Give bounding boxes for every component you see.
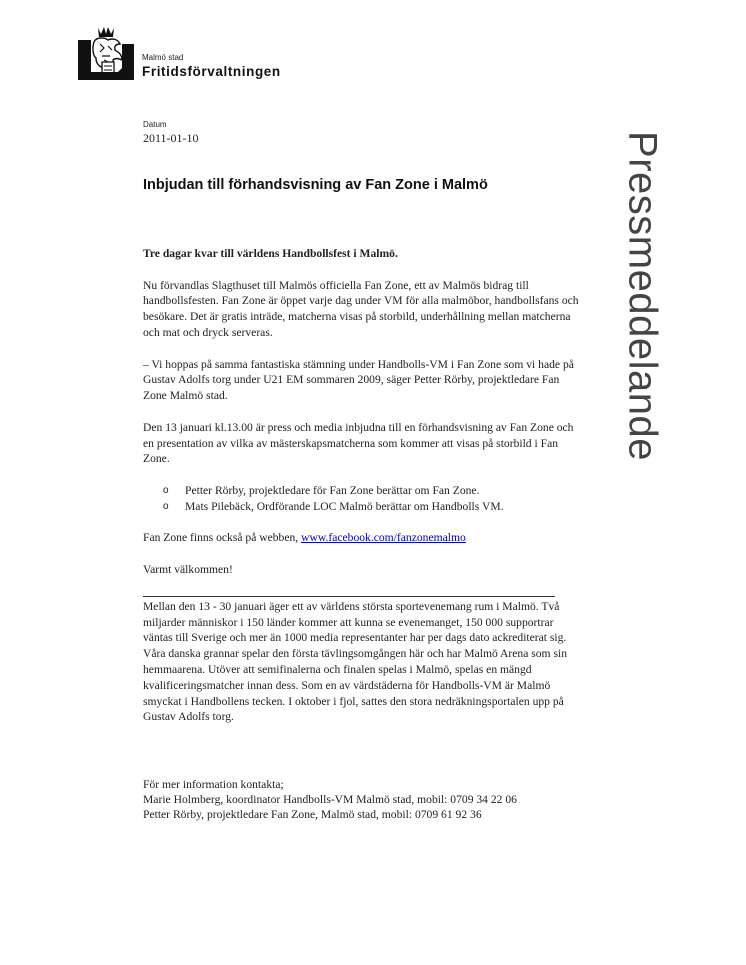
contact-line: Petter Rörby, projektledare Fan Zone, Malmö stad, mobil: 0709 61 92 36 — [143, 808, 482, 821]
info-paragraph-2: Våra danska grannar spelar den första tävlingsomgången här och har Malmö Arena som sin hemmaarena. Utöver att semifinalerna och finalen spelas i Malmö, spelas en mängd kvalificeringsmatcher innan dess. Som en av värdstäderna för Handbolls-VM är Malmö smyckat i Handbollens tecken. I oktober i fjol, sattes den stora nedräkningsportalen upp på Gustav Adolfs torg. — [143, 647, 568, 724]
contact-heading: För mer information kontakta; — [143, 778, 284, 791]
paragraph-3: Den 13 januari kl.13.00 är press och media inbjudna till en förhandsvisning av Fan Zone och en presentation av vilka av mästerskapsmatcherna som kommer att visas på storbild i Fan Zone. — [143, 420, 574, 466]
info-paragraph-1: Mellan den 13 - 30 januari äger ett av världens största sportevenemang rum i Malmö. Två miljarder människor i 150 länder kommer att kunna se evenemanget, 150 000 supportrar väntas till Sverige och mer än 1000 media representanter har per dags dato ackrediterat sig. — [143, 599, 567, 645]
date-value: 2011-01-10 — [143, 131, 199, 145]
circle-bullet-icon: o — [163, 484, 169, 496]
contact-block — [143, 777, 517, 822]
welcome-text: Varmt välkommen! — [143, 562, 233, 576]
org-city: Malmö stad — [142, 53, 184, 62]
side-label-text: Pressmeddelande — [620, 131, 665, 461]
speaker-list — [143, 483, 583, 515]
list-item — [163, 499, 583, 515]
lead-paragraph: Tre dagar kvar till världens Handbollsfest i Malmö. — [143, 247, 398, 260]
side-label — [612, 96, 672, 496]
list-item — [163, 483, 583, 499]
web-paragraph — [143, 530, 583, 546]
page-title: Inbjudan till förhandsvisning av Fan Zone i Malmö — [143, 177, 488, 193]
org-department: Fritidsförvaltningen — [142, 64, 281, 79]
press-release-body — [143, 246, 583, 725]
web-prefix: Fan Zone finns också på webben, — [143, 531, 302, 545]
paragraph-2: – Vi hoppas på samma fantastiska stämning under Handbolls-VM i Fan Zone som vi hade på Gustav Adolfs torg under U21 EM sommaren 2009, säger Petter Rörby, projektledare Fan Zone Malmö stad. — [143, 357, 574, 403]
paragraph-1: Nu förvandlas Slagthuset till Malmös officiella Fan Zone, ett av Malmös bidrag till handbollsfesten. Fan Zone är öppet varje dag under VM för alla malmöbor, handbollsfans och besökare. Det är gratis inträde, matcherna visas på storbild, underhållning mellan matcherna och mat och dryck serveras. — [143, 278, 579, 339]
malmo-crest-icon — [78, 22, 134, 80]
section-divider — [143, 596, 555, 597]
list-item-text: Mats Pilebäck, Ordförande LOC Malmö berättar om Handbolls VM. — [185, 499, 504, 513]
circle-bullet-icon: o — [163, 500, 169, 512]
facebook-link[interactable]: www.facebook.com/fanzonemalmo — [301, 531, 466, 545]
date-label: Datum — [143, 120, 167, 129]
list-item-text: Petter Rörby, projektledare för Fan Zone berättar om Fan Zone. — [185, 483, 480, 497]
contact-line: Marie Holmberg, koordinator Handbolls-VM Malmö stad, mobil: 0709 34 22 06 — [143, 793, 517, 806]
